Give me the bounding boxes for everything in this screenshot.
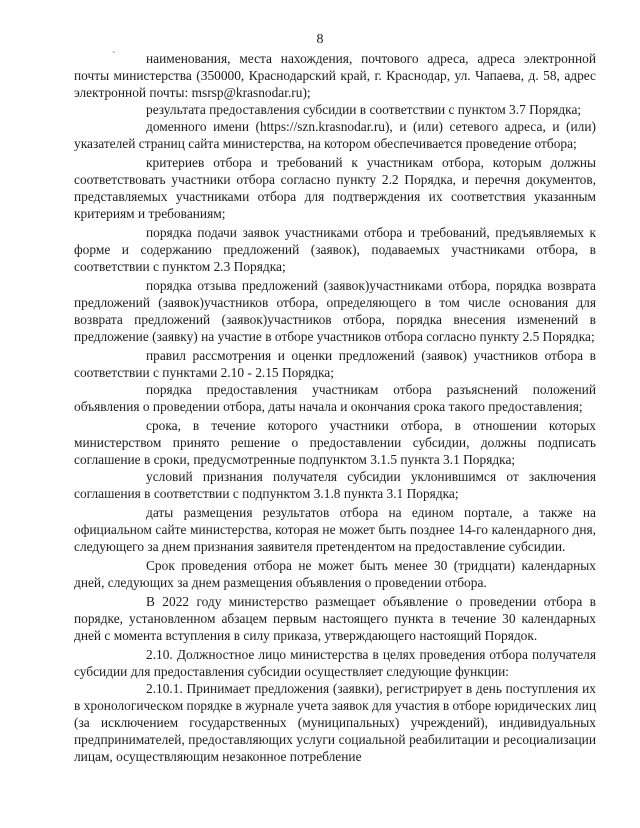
paragraph-withdrawal: порядка отзыва предложений (заявок)участниками отбора, порядка возврата предложений (заявок)участников отбора, определяющего в том числе основания для возврата предложений (заявок)участников отбора, порядка внесения изменений в предложение (заявку) на участие в отборе участников отбора согласно пункту 2.5 Порядка; xyxy=(74,278,596,344)
scan-mark: ` xyxy=(112,50,116,62)
paragraph-submission-order: порядка подачи заявок участниками отбора и требований, предъявляемых к форме и содержанию предложений (заявок), подаваемых участниками отбора, в соответствии с пунктом 2.3 Порядка; xyxy=(74,225,596,274)
paragraph-evasion: условий признания получателя субсидии уклонившимся от заключения соглашения в соответствии с подпунктом 3.1.8 пункта 3.1 Порядка; xyxy=(74,469,596,501)
paragraph-results-date: даты размещения результатов отбора на едином портале, а также на официальном сайте министерства, которая не может быть позднее 14-го календарного дня, следующего за днем признания заявителя претендентом на предоставление субсидии. xyxy=(74,505,596,554)
paragraph-2-10-1: 2.10.1. Принимает предложения (заявки), регистрирует в день поступления их в хронологическом порядке в журнале учета заявок для участия в отборе юридических лиц (за исключением государственных (муниципальных) учреждений), индивидуальных предпринимателей, предоставляющих услуги социальной реабилитации и ресоциализации лицам, осуществляющим незаконное потребление xyxy=(74,681,596,764)
page-number: 8 xyxy=(316,32,324,47)
paragraph-2-10: 2.10. Должностное лицо министерства в целях проведения отбора получателя субсидии для предоставления субсидии осуществляет следующие функции: xyxy=(74,647,596,679)
paragraph-2022: В 2022 году министерство размещает объявление о проведении отбора в порядке, установленном абзацем первым настоящего пункта в течение 30 календарных дней с момента вступления в силу приказа, утверждающего настоящий Порядок. xyxy=(74,594,596,643)
paragraph-clarifications: порядка предоставления участникам отбора разъяснений положений объявления о проведении отбора, даты начала и окончания срока такого предоставления; xyxy=(74,382,596,414)
paragraph-result: результата предоставления субсидии в соответствии с пунктом 3.7 Порядка; xyxy=(146,102,582,117)
paragraph-domain: доменного имени (https://szn.krasnodar.ru), и (или) сетевого адреса, и (или) указателей страниц сайта министерства, на котором обеспечивается проведение отбора; xyxy=(74,119,596,151)
paragraph-criteria: критериев отбора и требований к участникам отбора, которым должны соответствовать участники отбора согласно пункту 2.2 Порядка, и перечня документов, представляемых участниками отбора для подтверждения их соответствия указанным критериям и требованиям; xyxy=(74,155,596,221)
paragraph-signing-term: срока, в течение которого участники отбора, в отношении которых министерством принято решение о предоставлении субсидии, должны подписать соглашение в сроки, предусмотренные подпунктом 3.1.5 пункта 3.1 Порядка; xyxy=(74,418,596,467)
paragraph-name-location: наименования, места нахождения, почтового адреса, адреса электронной почты министерства (350000, Краснодарский край, г. Краснодар, ул. Чапаева, д. 58, адрес электронной почты: msrsp@krasnodar.ru); xyxy=(74,51,596,100)
paragraph-duration: Срок проведения отбора не может быть менее 30 (тридцати) календарных дней, следующих за днем размещения объявления о проведении отбора. xyxy=(74,558,596,590)
document-body xyxy=(74,50,596,765)
email-link[interactable]: msrsp@krasnodar.ru xyxy=(191,85,303,100)
paragraph-review-rules: правил рассмотрения и оценки предложений (заявок) участников отбора в соответствии с пунктами 2.10 - 2.15 Порядка; xyxy=(74,348,596,380)
